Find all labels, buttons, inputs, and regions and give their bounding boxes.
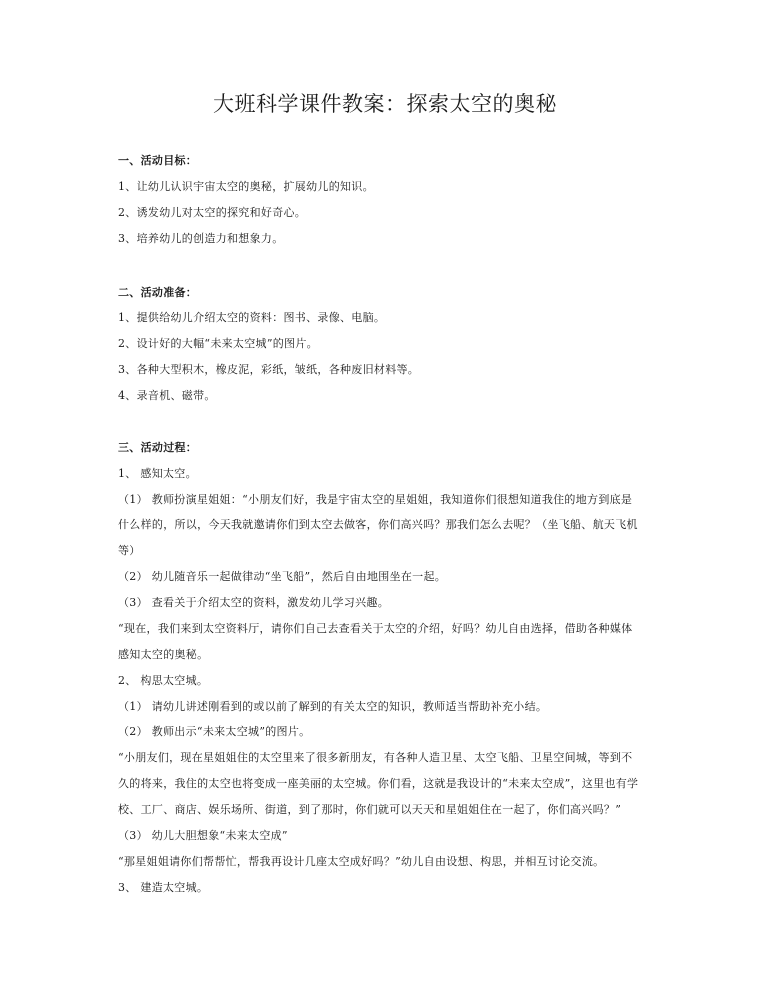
- paragraph-line: （2） 教师出示“未来太空城”的图片。: [118, 725, 311, 738]
- paragraph-line: “那星姐姐请你们帮帮忙，帮我再设计几座太空成好吗？”幼儿自由设想、构思，并相互讨论交流。: [118, 855, 605, 868]
- paragraph-line: 久的将来，我住的太空也将变成一座美丽的太空城。你们看，这就是我设计的“未来太空成”，这里也有学: [118, 777, 639, 790]
- preparation-item-3: 3、各种大型积木，橡皮泥，彩纸，皱纸，各种废旧材料等。: [118, 363, 420, 376]
- paragraph-line: （3） 幼儿大胆想象“未来太空成”: [118, 829, 288, 842]
- paragraph-line: “现在，我们来到太空资料厅，请你们自己去查看关于太空的介绍，好吗？幼儿自由选择，借助各种媒体: [118, 622, 633, 635]
- goal-item-2: 2、诱发幼儿对太空的探究和好奇心。: [118, 206, 307, 219]
- goal-item-3: 3、培养幼儿的创造力和想象力。: [118, 232, 284, 245]
- page-title: 大班科学课件教案：探索太空的奥秘: [213, 92, 557, 116]
- paragraph-line: （2） 幼儿随音乐一起做律动“坐飞船”，然后自由地围坐在一起。: [118, 570, 447, 583]
- paragraph-line: （1） 教师扮演星姐姐：“小朋友们好，我是宇宙太空的星姐姐，我知道你们很想知道我住的地方到底是: [118, 493, 633, 506]
- preparation-item-2: 2、设计好的大幅“未来太空城”的图片。: [118, 337, 318, 350]
- process-step-3: 3、 建造太空城。: [118, 881, 209, 894]
- paragraph-line: （1） 请幼儿讲述刚看到的或以前了解到的有关太空的知识，教师适当帮助补充小结。: [118, 700, 548, 713]
- process-step-2: 2、 构思太空城。: [118, 674, 209, 687]
- goal-item-1: 1、让幼儿认识宇宙太空的奥秘，扩展幼儿的知识。: [118, 180, 374, 193]
- process-step-1: 1、 感知太空。: [118, 467, 197, 480]
- section-heading-process: 三、活动过程：: [118, 441, 198, 454]
- preparation-item-4: 4、录音机、磁带。: [118, 389, 216, 402]
- paragraph-line: 什么样的，所以，今天我就邀请你们到太空去做客，你们高兴吗？那我们怎么去呢？（坐飞船、航天飞机: [118, 518, 638, 531]
- paragraph-line: 感知太空的奥秘。: [118, 648, 209, 661]
- paragraph-line: 等）: [118, 544, 141, 557]
- preparation-item-1: 1、提供给幼儿介绍太空的资料：图书、录像、电脑。: [118, 311, 386, 324]
- paragraph-line: 校、工厂、商店、娱乐场所、街道，到了那时，你们就可以天天和星姐姐住在一起了，你们高兴吗？”: [118, 803, 622, 816]
- section-heading-goals: 一、活动目标：: [118, 154, 198, 167]
- paragraph-line: （3） 查看关于介绍太空的资料，激发幼儿学习兴趣。: [118, 596, 389, 609]
- section-heading-preparation: 二、活动准备：: [118, 286, 198, 299]
- paragraph-line: “小朋友们，现在星姐姐住的太空里来了很多新朋友，有各种人造卫星、太空飞船、卫星空间城，等到不: [118, 751, 633, 764]
